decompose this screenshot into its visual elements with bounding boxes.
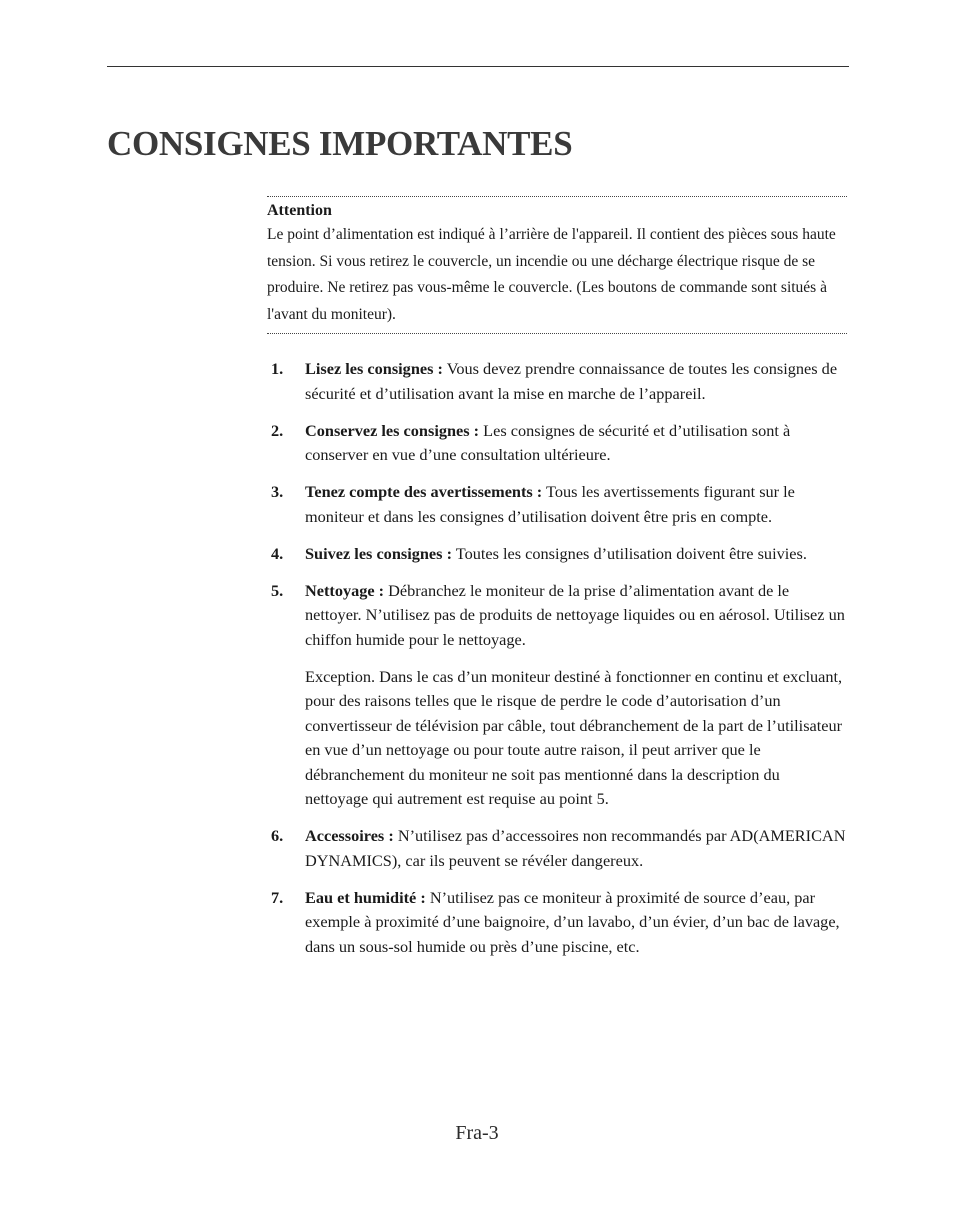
page-title: CONSIGNES IMPORTANTES [107,124,573,163]
item-text: Débranchez le moniteur de la prise d’alimentation avant de le nettoyer. N’utilisez pas de produits de nettoyage liquides ou en aérosol. Utilisez un chiffon humide pour le nettoyage. [305,580,845,649]
list-item [267,419,847,468]
attention-box [267,196,847,334]
item-heading: Suivez les consignes : [305,543,452,563]
item-body [305,542,847,567]
item-number: 6. [271,826,284,845]
item-heading: Conservez les consignes : [305,420,480,440]
instructions-list [267,357,847,972]
list-item [267,357,847,406]
item-number: 3. [271,482,284,501]
item-heading: Accessoires : [305,826,394,845]
item-body [305,824,847,873]
item-body [305,419,847,468]
item-number: 1. [271,359,284,378]
page-number: Fra-3 [455,1122,499,1144]
item-body [305,357,847,406]
list-item [267,824,847,873]
item-text: Toutes les consignes d’utilisation doivent être suivies. [452,543,807,563]
item-heading: Nettoyage : [305,580,385,600]
attention-text: Le point d’alimentation est indiqué à l’arrière de l'appareil. Il contient des pièces sous haute tension. Si vous retirez le couvercle, un incendie ou une décharge électrique risque de se produire. Ne retirez pas vous-même le couvercle. (Les boutons de commande sont situés à l'avant du moniteur). [267,226,836,323]
list-item [267,542,847,567]
item-number: 7. [271,887,284,907]
item-text: N’utilisez pas d’accessoires non recommandés par AD(AMERICAN DYNAMICS), car ils peuvent se révéler dangereux. [305,826,846,870]
item-text: Vous devez prendre connaissance de toutes les consignes de sécurité et d’utilisation avant la mise en marche de l’appareil. [305,359,838,403]
item-number: 5. [271,580,284,600]
item-heading: Eau et humidité : [305,887,426,907]
item-body [305,579,847,812]
header-rule [107,66,849,67]
list-item [267,480,847,529]
item-body [305,480,847,529]
item-text: N’utilisez pas ce moniteur à proximité de source d’eau, par exemple à proximité d’une baignoire, d’un lavabo, d’un évier, d’un bac de lavage, dans un sous-sol humide ou près d’une piscine, etc. [305,887,840,956]
item-text: Tous les avertissements figurant sur le moniteur et dans les consignes d’utilisation doivent être pris en compte. [305,482,795,526]
item-body [305,886,847,960]
list-item [267,579,847,812]
item-exception-paragraph: Exception. Dans le cas d’un moniteur destiné à fonctionner en continu et excluant, pour des raisons telles que le risque de perdre le code d’autorisation d’un convertisseur de télévision par câble, tout débranchement de la part de l’utilisateur en vue d’un nettoyage ou pour toute autre raison, il peut arriver que le débranchement du moniteur ne soit pas mentionné dans la description du nettoyage qui autrement est requise au point 5. [305,666,843,808]
attention-title: Attention [267,202,332,219]
item-number: 2. [271,420,284,440]
list-item [267,886,847,960]
item-heading: Lisez les consignes : [305,359,443,378]
item-text: Les consignes de sécurité et d’utilisation sont à conserver en vue d’une consultation ultérieure. [305,420,791,464]
item-heading: Tenez compte des avertissements : [305,482,543,501]
item-number: 4. [271,543,284,563]
